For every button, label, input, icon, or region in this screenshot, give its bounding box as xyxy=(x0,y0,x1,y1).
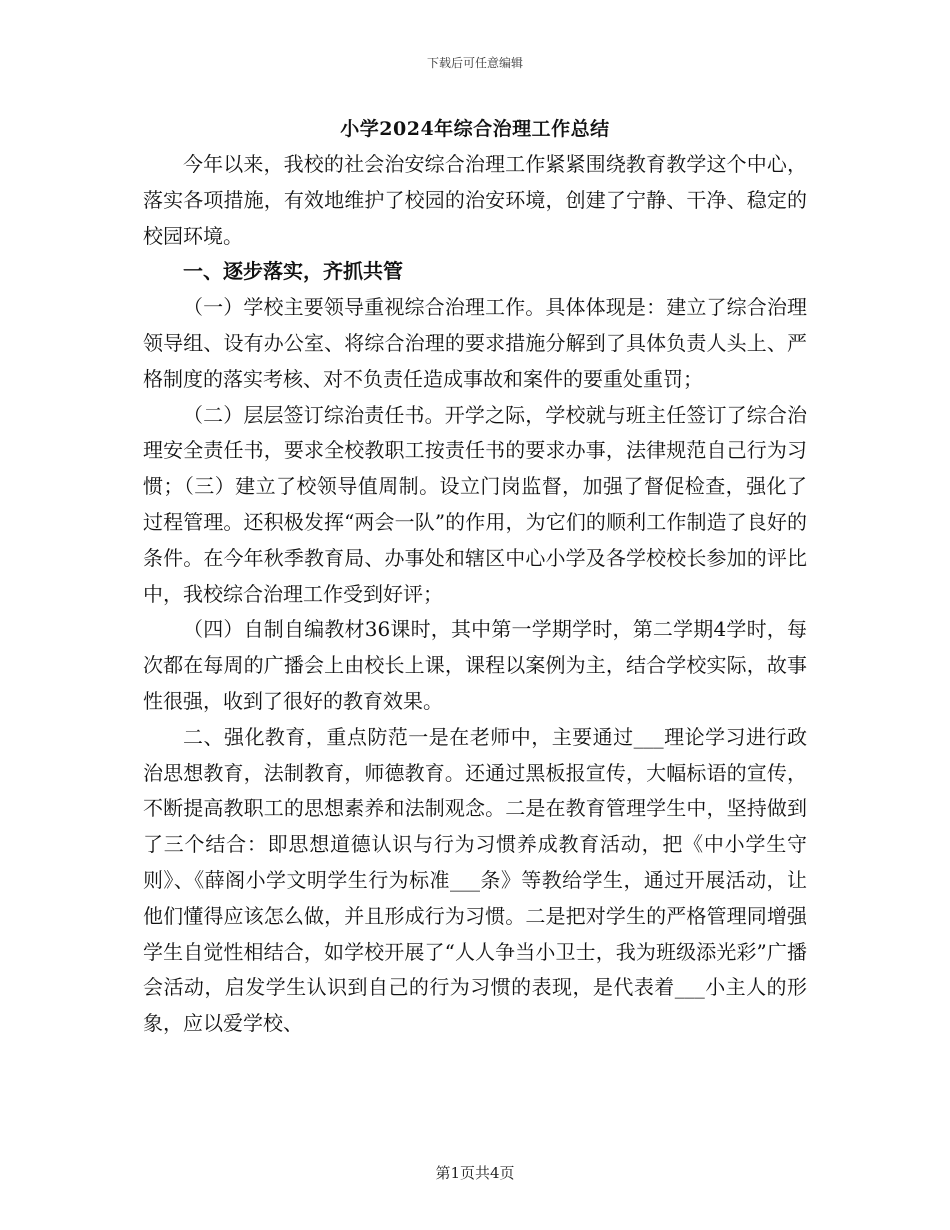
page-footer: 第1页共4页 xyxy=(435,1164,515,1182)
document-title: 小学2024年综合治理工作总结 xyxy=(340,118,610,140)
intro-paragraph: 今年以来，我校的社会治安综合治理工作紧紧围绕教育教学这个中心，落实各项措施，有效地维护了校园的治安环境，创建了宁静、干净、稳定的校园环境。 xyxy=(143,152,807,248)
paragraph-2: （二）层层签订综治责任书。开学之际，学校就与班主任签订了综合治理安全责任书，要求全校教职工按责任书的要求办事，法律规范自己行为习惯；（三）建立了校领导值周制。设立门岗监督，加强了督促检查，强化了过程管理。还积极发挥“两会一队”的作用，为它们的顺利工作制造了良好的条件。在今年秋季教育局、办事处和辖区中心小学及各学校校长参加的评比中，我校综合治理工作受到好评； xyxy=(143,402,807,606)
paragraph-4: 二、强化教育，重点防范一是在老师中，主要通过___理论学习进行政治思想教育，法制教育，师德教育。还通过黑板报宣传，大幅标语的宣传，不断提高教职工的思想素养和法制观念。二是在教育管理学生中，坚持做到了三个结合：即思想道德认识与行为习惯养成教育活动，把《中小学生守则》、《薛阁小学文明学生行为标准___条》等教给学生，通过开展活动，让他们懂得应该怎么做，并且形成行为习惯。二是把对学生的严格管理同增强学生自觉性相结合，如学校开展了“人人争当小卫士，我为班级添光彩”广播会活动，启发学生认识到自己的行为习惯的表现，是代表着___小主人的形象，应以爱学校、 xyxy=(143,724,807,1036)
section-heading: 一、逐步落实，齐抓共管 xyxy=(183,259,403,284)
document-body xyxy=(143,147,807,1042)
page-header: 下载后可任意编辑 xyxy=(426,56,523,70)
paragraph-1: （一）学校主要领导重视综合治理工作。具体体现是：建立了综合治理领导组、设有办公室、将综合治理的要求措施分解到了具体负责人头上、严格制度的落实考核、对不负责任造成事故和案件的要重处重罚； xyxy=(143,295,807,391)
paragraph-3: （四）自制自编教材36课时，其中第一学期学时，第二学期4学时，每次都在每周的广播会上由校长上课，课程以案例为主，结合学校实际，故事性很强，收到了很好的教育效果。 xyxy=(143,617,807,713)
